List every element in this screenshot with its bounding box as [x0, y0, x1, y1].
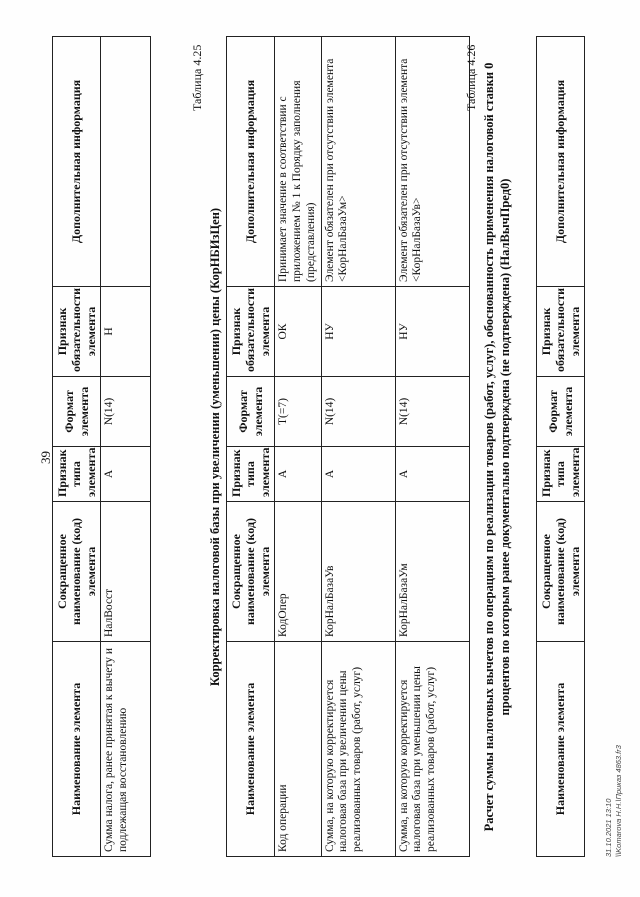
- cell-required: Н: [101, 287, 151, 377]
- table-label: Таблица 4.25: [190, 44, 204, 111]
- print-stamp-path: \\Komarova H.H.\Приказ 4863.fr3: [613, 745, 623, 857]
- header-short: Сокращенное наименование (код) элемента: [227, 502, 275, 642]
- table-continuation: [52, 36, 151, 857]
- table-title: Корректировка налоговой базы при увеличении (уменьшении) цены (КорНБИзЦен): [208, 207, 222, 687]
- print-stamp-date: 31.10.2021 13:10: [604, 798, 613, 857]
- cell-info: [101, 37, 151, 287]
- cell-short: КодОпер: [275, 502, 321, 642]
- cell-info: Элемент обязателен при отсутствии элемента <КорНалБазаУв>: [395, 37, 469, 287]
- header-type: Признак типа элемента: [53, 447, 101, 502]
- header-name: Наименование элемента: [227, 642, 275, 857]
- cell-format: N(14): [321, 377, 395, 447]
- header-format: Формат элемента: [227, 377, 275, 447]
- cell-type: А: [321, 447, 395, 502]
- header-type: Признак типа элемента: [537, 447, 585, 502]
- cell-type: А: [101, 447, 151, 502]
- cell-type: А: [275, 447, 321, 502]
- header-required: Признак обязательности элемента: [53, 287, 101, 377]
- header-required: Признак обязательности элемента: [537, 287, 585, 377]
- header-format: Формат элемента: [53, 377, 101, 447]
- cell-info: Принимает значение в соответствии с приложением № 1 к Порядку заполнения (представления): [275, 37, 321, 287]
- table-title-line-2: процентов по которым ранее документально подтверждена (не подтверждена) (НалВычПред0): [498, 178, 512, 716]
- cell-name: Сумма, на которую корректируется налоговая база при уменьшении цены реализованных товаров (работ, услуг): [395, 642, 469, 857]
- cell-name: Код операции: [275, 642, 321, 857]
- table-row: [275, 37, 321, 857]
- cell-name: Сумма, на которую корректируется налоговая база при увеличении цены реализованных товаров (работ, услуг): [321, 642, 395, 857]
- cell-required: НУ: [395, 287, 469, 377]
- cell-type: А: [395, 447, 469, 502]
- table-header-row: [53, 37, 101, 857]
- cell-format: N(14): [101, 377, 151, 447]
- header-info: Дополнительная информация: [537, 37, 585, 287]
- cell-required: НУ: [321, 287, 395, 377]
- header-format: Формат элемента: [537, 377, 585, 447]
- header-info: Дополнительная информация: [53, 37, 101, 287]
- table-header-row: [227, 37, 275, 857]
- cell-required: ОК: [275, 287, 321, 377]
- print-stamp: [604, 745, 624, 857]
- cell-short: КорНалБазаУм: [395, 502, 469, 642]
- cell-short: КорНалБазаУв: [321, 502, 395, 642]
- cell-name: Сумма налога, ранее принятая к вычету и подлежащая восстановлению: [101, 642, 151, 857]
- table-row: [321, 37, 395, 857]
- header-type: Признак типа элемента: [227, 447, 275, 502]
- cell-short: НалВосст: [101, 502, 151, 642]
- header-name: Наименование элемента: [537, 642, 585, 857]
- page-number: 39: [38, 451, 53, 464]
- header-short: Сокращенное наименование (код) элемента: [537, 502, 585, 642]
- table-label: Таблица 4.26: [464, 44, 478, 111]
- cell-format: Т(=7): [275, 377, 321, 447]
- table-header-row: [537, 37, 585, 857]
- table-row: [395, 37, 469, 857]
- table-row: [101, 37, 151, 857]
- header-info: Дополнительная информация: [227, 37, 275, 287]
- header-name: Наименование элемента: [53, 642, 101, 857]
- cell-info: Элемент обязателен при отсутствии элемента <КорНалБазаУм>: [321, 37, 395, 287]
- table-title-line-1: Расчет суммы налоговых вычетов по операциям по реализации товаров (работ, услуг), обоснованность применения налоговой ставки 0: [482, 62, 496, 832]
- header-required: Признак обязательности элемента: [227, 287, 275, 377]
- table-4-25: [226, 36, 470, 857]
- table-4-26: [536, 36, 585, 857]
- header-short: Сокращенное наименование (код) элемента: [53, 502, 101, 642]
- cell-format: N(14): [395, 377, 469, 447]
